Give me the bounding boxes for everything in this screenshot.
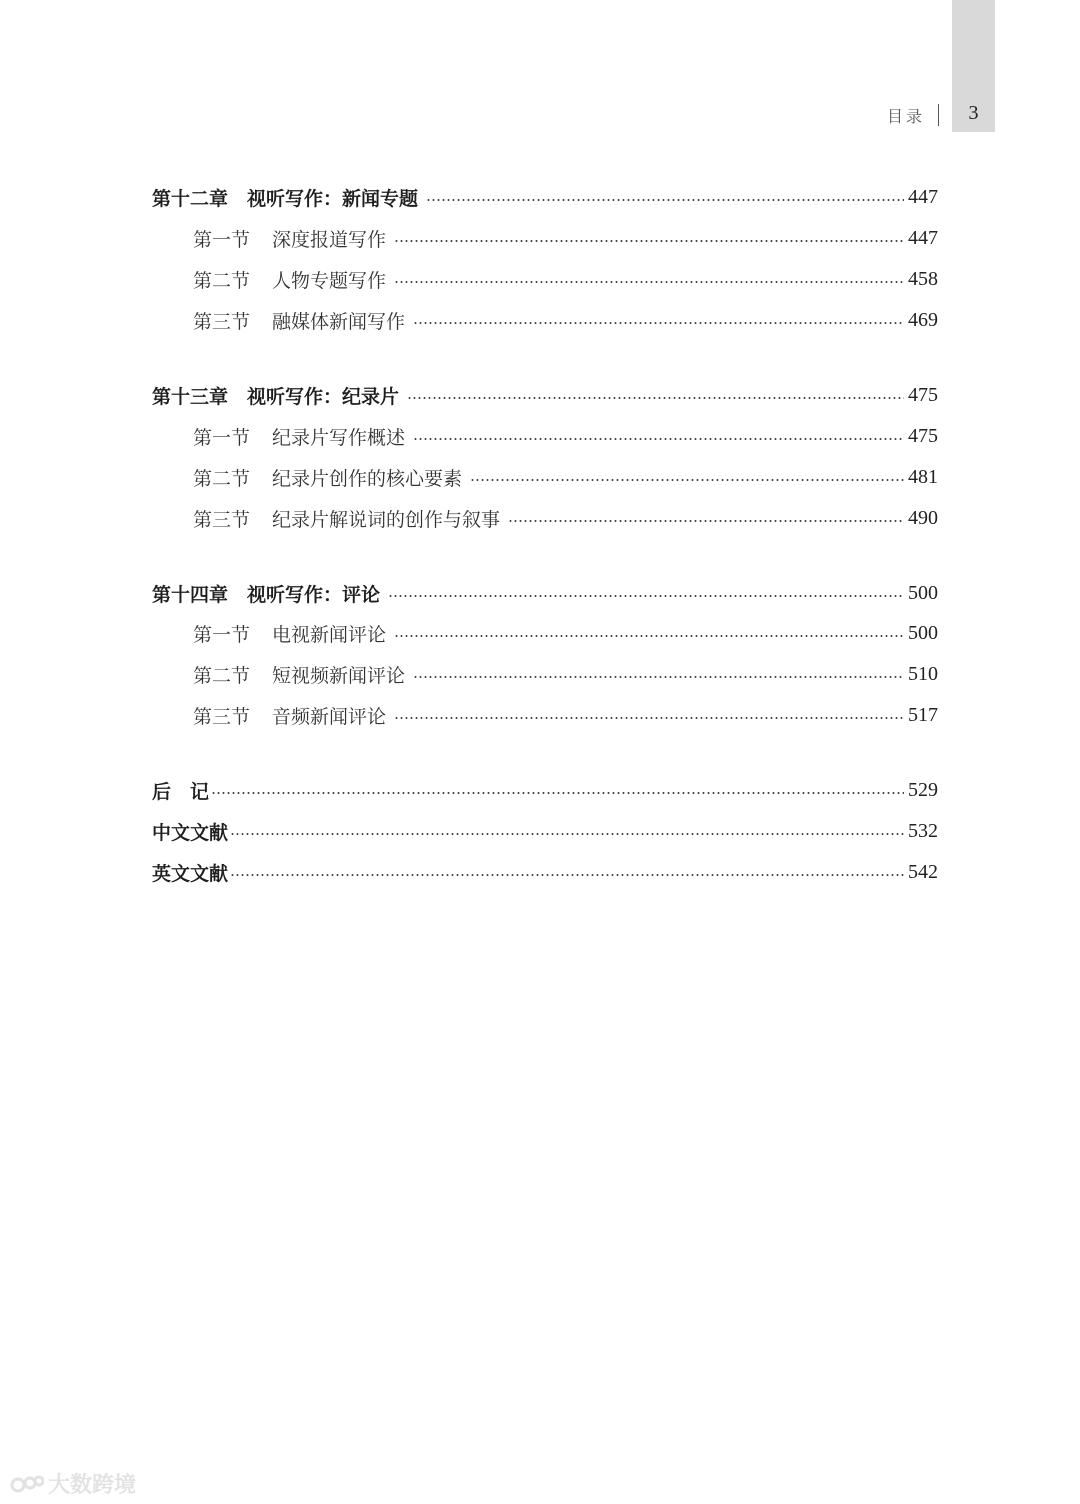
dot-leader bbox=[388, 595, 904, 597]
toc-section[interactable] bbox=[152, 659, 938, 689]
chapter-label: 第十三章 视听写作：纪录片 bbox=[152, 385, 400, 408]
dot-leader bbox=[394, 240, 904, 242]
section-number: 第三节 bbox=[193, 310, 251, 333]
page-ref: 475 bbox=[908, 383, 938, 406]
section-title: 深度报道写作 bbox=[272, 228, 387, 251]
toc-english-references[interactable] bbox=[152, 857, 938, 887]
toc-chinese-references[interactable] bbox=[152, 816, 938, 846]
section-number: 第一节 bbox=[193, 623, 251, 646]
toc-section[interactable] bbox=[152, 223, 938, 253]
page-ref: 469 bbox=[908, 308, 938, 331]
header-divider bbox=[938, 104, 939, 126]
section-title: 音频新闻评论 bbox=[272, 705, 387, 728]
dot-leader bbox=[413, 676, 904, 678]
section-title: 人物专题写作 bbox=[272, 269, 387, 292]
chapter-label: 第十二章 视听写作：新闻专题 bbox=[152, 187, 419, 210]
page-ref: 481 bbox=[908, 465, 938, 488]
running-header-title: 目录 bbox=[886, 107, 925, 126]
dot-leader bbox=[470, 479, 904, 481]
page-ref: 500 bbox=[908, 581, 938, 604]
section-title: 纪录片创作的核心要素 bbox=[272, 467, 463, 490]
dot-leader bbox=[413, 322, 904, 324]
toc-chapter-14[interactable] bbox=[152, 578, 938, 608]
chapter-label: 中文文献 bbox=[152, 821, 229, 844]
page-ref: 490 bbox=[908, 506, 938, 529]
page-number: 3 bbox=[968, 102, 979, 124]
toc-section[interactable] bbox=[152, 618, 938, 648]
section-title: 短视频新闻评论 bbox=[272, 664, 406, 687]
toc-section[interactable] bbox=[152, 503, 938, 533]
page-ref: 510 bbox=[908, 662, 938, 685]
watermark bbox=[10, 1468, 136, 1499]
dot-leader bbox=[426, 199, 904, 201]
page-ref: 475 bbox=[908, 424, 938, 447]
dot-leader bbox=[394, 717, 904, 719]
dot-leader bbox=[413, 438, 904, 440]
chapter-label: 后 记 bbox=[152, 780, 210, 803]
section-title: 纪录片写作概述 bbox=[272, 426, 406, 449]
page-ref: 529 bbox=[908, 778, 938, 801]
page-ref: 517 bbox=[908, 703, 938, 726]
toc-afterword[interactable] bbox=[152, 775, 938, 805]
toc-chapter-12[interactable] bbox=[152, 182, 938, 212]
chapter-label: 英文文献 bbox=[152, 862, 229, 885]
dot-leader bbox=[230, 833, 904, 835]
section-number: 第一节 bbox=[193, 426, 251, 449]
toc-section[interactable] bbox=[152, 305, 938, 335]
page-ref: 532 bbox=[908, 819, 938, 842]
toc-section[interactable] bbox=[152, 264, 938, 294]
section-number: 第一节 bbox=[193, 228, 251, 251]
toc-section[interactable] bbox=[152, 700, 938, 730]
section-number: 第三节 bbox=[193, 705, 251, 728]
page-ref: 447 bbox=[908, 226, 938, 249]
page-ref: 458 bbox=[908, 267, 938, 290]
section-number: 第二节 bbox=[193, 269, 251, 292]
toc-section[interactable] bbox=[152, 462, 938, 492]
section-title: 电视新闻评论 bbox=[272, 623, 387, 646]
dot-leader bbox=[394, 281, 904, 283]
section-title: 纪录片解说词的创作与叙事 bbox=[272, 508, 501, 531]
page-ref: 447 bbox=[908, 185, 938, 208]
dot-leader bbox=[230, 874, 904, 876]
dot-leader bbox=[508, 520, 904, 522]
watermark-text: 大数跨境 bbox=[48, 1473, 137, 1498]
dot-leader bbox=[394, 635, 904, 637]
page-ref: 500 bbox=[908, 621, 938, 644]
toc-chapter-13[interactable] bbox=[152, 380, 938, 410]
dot-leader bbox=[211, 792, 904, 794]
dot-leader bbox=[407, 397, 904, 399]
section-title: 融媒体新闻写作 bbox=[272, 310, 406, 333]
page-ref: 542 bbox=[908, 860, 938, 883]
section-number: 第二节 bbox=[193, 467, 251, 490]
chapter-label: 第十四章 视听写作：评论 bbox=[152, 583, 381, 606]
section-number: 第三节 bbox=[193, 508, 251, 531]
toc-section[interactable] bbox=[152, 421, 938, 451]
watermark-logo-icon bbox=[10, 1471, 44, 1497]
section-number: 第二节 bbox=[193, 664, 251, 687]
